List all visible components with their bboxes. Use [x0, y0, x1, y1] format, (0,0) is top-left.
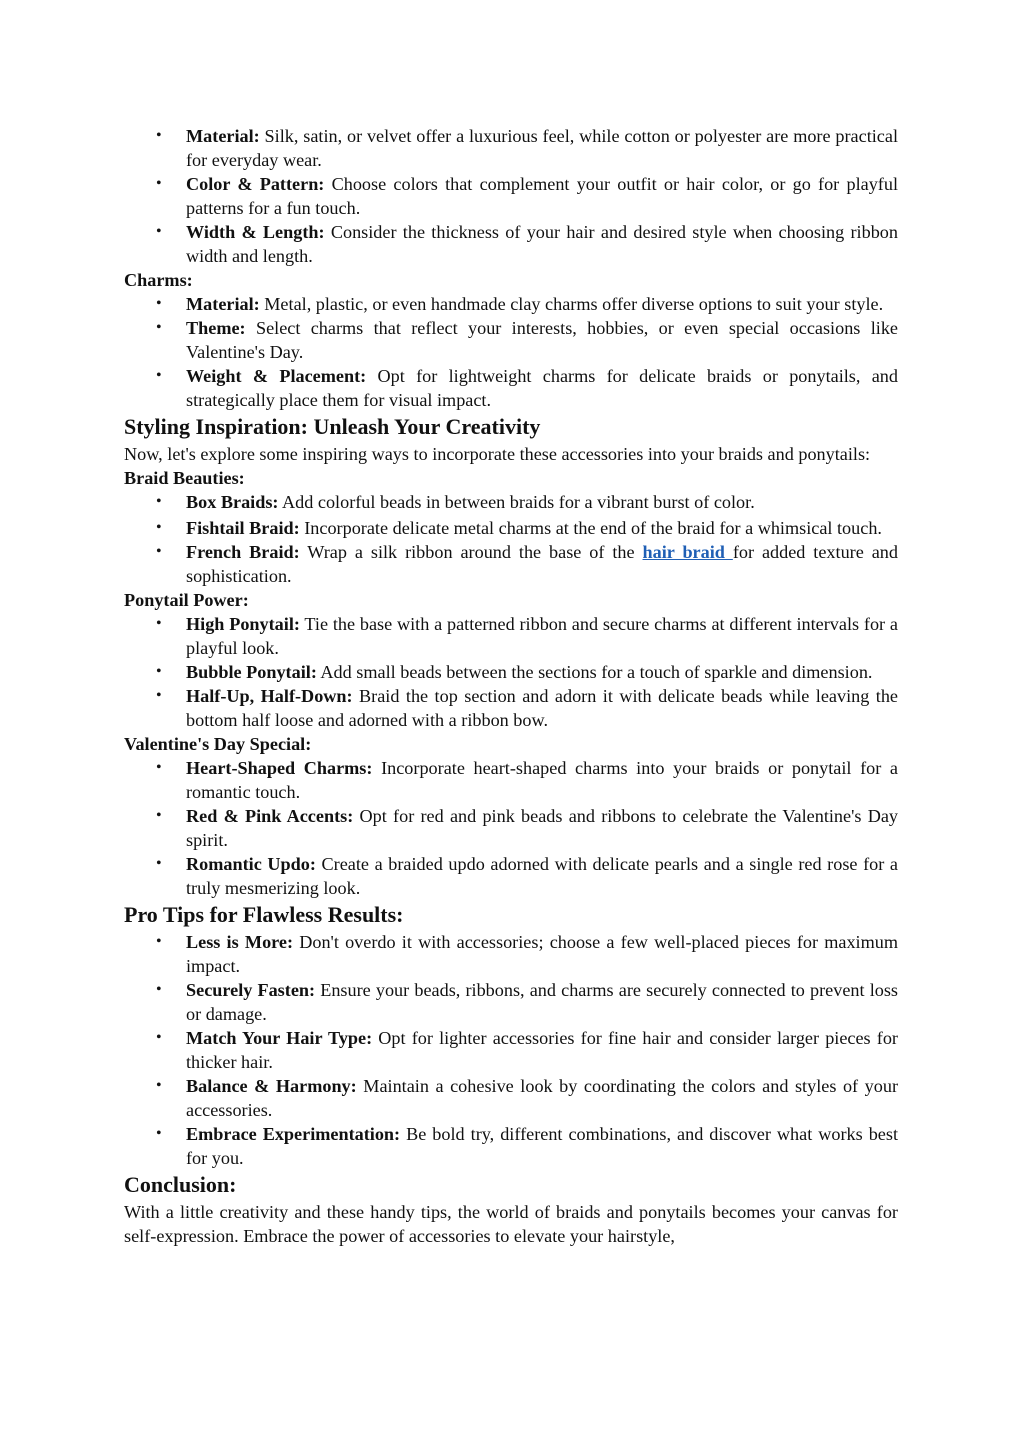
valentine-subheading: Valentine's Day Special: [124, 734, 312, 754]
list-item-term: Romantic Updo: [186, 854, 316, 874]
list-item-text: Incorporate delicate metal charms at the end of the braid for a whimsical touch. [299, 518, 882, 538]
charms-subheading: Charms: [124, 270, 193, 290]
list-item [124, 804, 898, 852]
valentine-list [124, 756, 898, 900]
list-item-text: Don't overdo it with accessories; choose a few well-placed pieces for maximum impact. [186, 932, 898, 976]
list-item-text: Add colorful beads in between braids for a vibrant burst of color. [278, 492, 755, 512]
list-item-term: Width & Length: [186, 222, 325, 242]
list-item-term: Material: [186, 294, 260, 314]
list-item-text: Tie the base with a patterned ribbon and secure charms at different intervals for a playful look. [186, 614, 898, 658]
list-item [124, 684, 898, 732]
list-item-term: Fishtail Braid: [186, 518, 300, 538]
list-item [124, 1122, 898, 1170]
ribbons-list [124, 124, 898, 268]
styling-intro: Now, let's explore some inspiring ways to incorporate these accessories into your braids and ponytails: [124, 444, 871, 464]
conclusion-heading: Conclusion: [124, 1172, 237, 1197]
braid-list [124, 490, 898, 588]
list-item-term: Half-Up, Half-Down: [186, 686, 353, 706]
list-item-term: Balance & Harmony: [186, 1076, 357, 1096]
list-item [124, 124, 898, 172]
list-item [124, 1026, 898, 1074]
styling-heading: Styling Inspiration: Unleash Your Creativity [124, 414, 541, 439]
list-item-term: Embrace Experimentation: [186, 1124, 401, 1144]
list-item-term: Securely Fasten: [186, 980, 316, 1000]
list-item-text: Be bold try, different combinations, and discover what works best for you. [186, 1124, 898, 1168]
list-item [124, 660, 898, 684]
list-item-text: Opt for lighter accessories for fine hair and consider larger pieces for thicker hair. [186, 1028, 898, 1072]
protips-heading: Pro Tips for Flawless Results: [124, 902, 404, 927]
list-item-text: Opt for red and pink beads and ribbons to celebrate the Valentine's Day spirit. [186, 806, 898, 850]
list-item [124, 172, 898, 220]
list-item-term: Weight & Placement: [186, 366, 367, 386]
list-item-term: Theme: [186, 318, 246, 338]
list-item-term: Material: [186, 126, 260, 146]
list-item [124, 292, 898, 316]
list-item [124, 756, 898, 804]
document-content [124, 124, 898, 1248]
list-item [124, 220, 898, 268]
list-item-text: Silk, satin, or velvet offer a luxurious feel, while cotton or polyester are more practical for everyday wear. [186, 126, 898, 170]
list-item [124, 930, 898, 978]
list-item-text: Choose colors that complement your outfit or hair color, or go for playful patterns for a fun touch. [186, 174, 898, 218]
list-item-text: Create a braided updo adorned with delicate pearls and a single red rose for a truly mesmerizing look. [186, 854, 898, 898]
list-item-text: Opt for lightweight charms for delicate braids or ponytails, and strategically place them for visual impact. [186, 366, 898, 410]
list-item-term: Heart-Shaped Charms: [186, 758, 373, 778]
list-item [124, 612, 898, 660]
list-item [124, 316, 898, 364]
charms-list [124, 292, 898, 412]
list-item-term: Color & Pattern: [186, 174, 325, 194]
list-item [124, 490, 898, 514]
ponytail-list [124, 612, 898, 732]
list-item-text: Metal, plastic, or even handmade clay charms offer diverse options to suit your style. [259, 294, 884, 314]
list-item-term: Red & Pink Accents: [186, 806, 354, 826]
list-item [124, 978, 898, 1026]
list-item-term: French Braid: [186, 542, 300, 562]
conclusion-text: With a little creativity and these handy tips, the world of braids and ponytails becomes your canvas for self-expression. Embrace the power of accessories to elevate your hairstyle, [124, 1202, 898, 1246]
list-item-text: Select charms that reflect your interests, hobbies, or even special occasions like Valentine's Day. [186, 318, 898, 362]
list-item [124, 516, 898, 540]
list-item-text: for added texture and sophistication. [186, 542, 898, 586]
list-item-term: Bubble Ponytail: [186, 662, 317, 682]
list-item-term: Match Your Hair Type: [186, 1028, 373, 1048]
list-item-term: Less is More: [186, 932, 294, 952]
list-item-text: Ensure your beads, ribbons, and charms are securely connected to prevent loss or damage. [186, 980, 899, 1024]
list-item-text: Add small beads between the sections for a touch of sparkle and dimension. [316, 662, 873, 682]
list-item [124, 852, 898, 900]
list-item-text: Maintain a cohesive look by coordinating the colors and styles of your accessories. [186, 1076, 899, 1120]
list-item [124, 1074, 898, 1122]
ponytail-subheading: Ponytail Power: [124, 590, 249, 610]
list-item-term: Box Braids: [186, 492, 279, 512]
list-item-term: High Ponytail: [186, 614, 300, 634]
braid-subheading: Braid Beauties: [124, 468, 245, 488]
list-item-text: Braid the top section and adorn it with delicate beads while leaving the bottom half loose and adorned with a ribbon bow. [186, 686, 898, 730]
list-item-text: Wrap a silk ribbon around the base of the [299, 542, 643, 562]
hair-braid-link[interactable]: hair braid [642, 542, 733, 562]
list-item [124, 540, 898, 588]
list-item [124, 364, 898, 412]
list-item-text: Incorporate heart-shaped charms into your braids or ponytail for a romantic touch. [186, 758, 898, 802]
list-item-text: Consider the thickness of your hair and desired style when choosing ribbon width and length. [186, 222, 898, 266]
protips-list [124, 930, 898, 1170]
